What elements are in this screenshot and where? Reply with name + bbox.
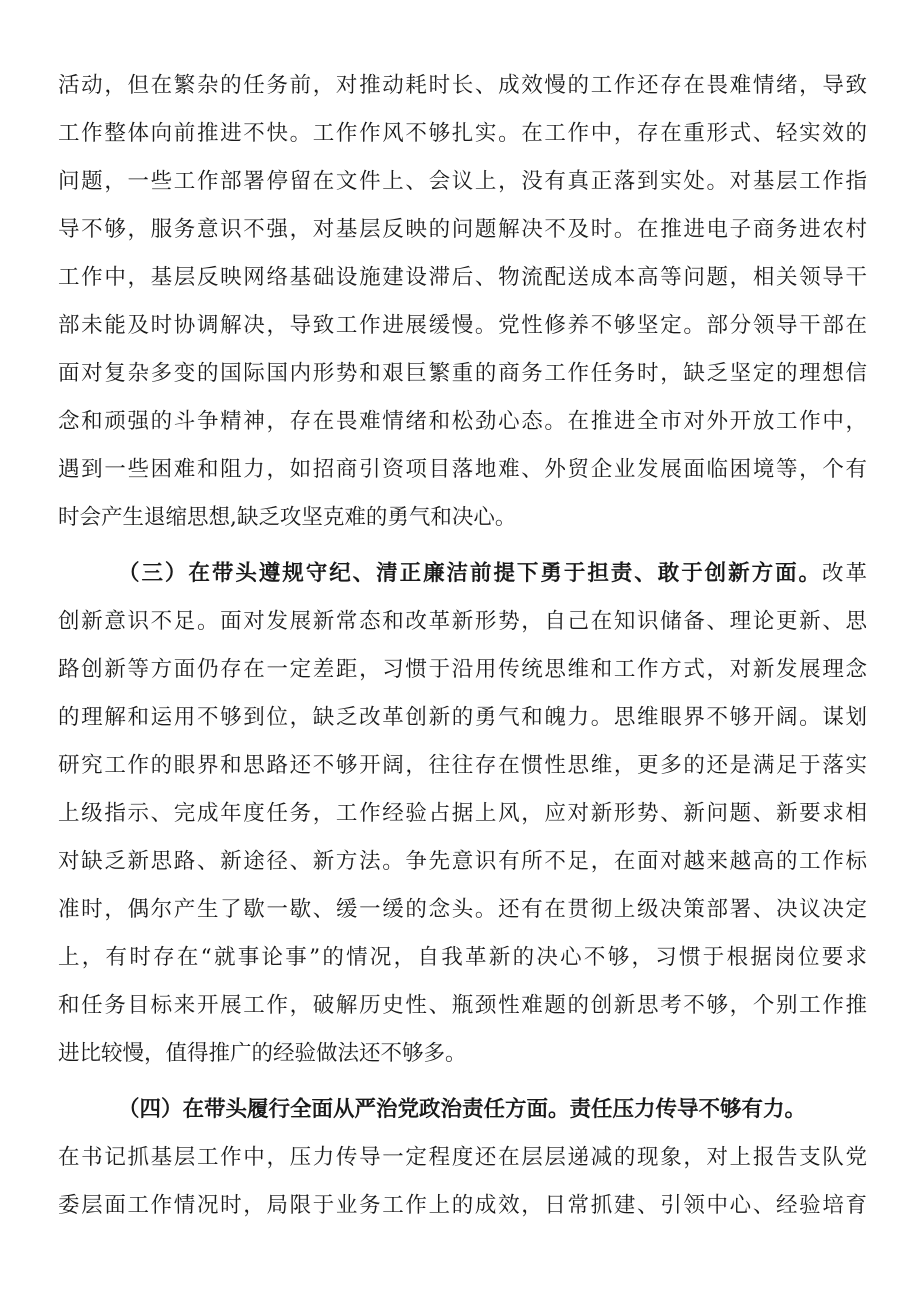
text-line: 在书记抓基层工作中，压力传导一定程度还在层层递减的现象，对上报告支队党 — [58, 1145, 867, 1170]
section-four-first-line-rest: 责任压力传导不够有力。 — [569, 1097, 807, 1122]
section-four — [58, 1086, 867, 1230]
text-line: 遇到一些困难和阻力，如招商引资项目落地难、外贸企业发展面临困境等，个有 — [58, 457, 867, 482]
paragraph-continued — [58, 62, 867, 542]
text-line: 研究工作的眼界和思路还不够开阔，往往存在惯性思维，更多的还是满足于落实 — [58, 753, 867, 778]
text-line: 面对复杂多变的国际国内形势和艰巨繁重的商务工作任务时，缺乏坚定的理想信 — [58, 361, 867, 386]
text-line: 部未能及时协调解决，导致工作进展缓慢。党性修养不够坚定。部分领导干部在 — [58, 313, 867, 338]
text-line: 工作整体向前推进不快。工作作风不够扎实。在工作中，存在重形式、轻实效的 — [58, 121, 867, 146]
text-line: 路创新等方面仍存在一定差距，习惯于沿用传统思维和工作方式，对新发展理念 — [58, 657, 867, 682]
section-three — [58, 550, 867, 1078]
section-three-heading: （三）在带头遵规守纪、清正廉洁前提下勇于担责、敢于创新方面。 — [118, 561, 823, 586]
text-line: 导不够，服务意识不强，对基层反映的问题解决不及时。在推进电子商务进农村 — [58, 217, 867, 242]
text-line: 上，有时存在“就事论事”的情况，自我革新的决心不够，习惯于根据岗位要求 — [58, 945, 867, 970]
section-four-first-line — [58, 1086, 867, 1134]
text-line: 对缺乏新思路、新途径、新方法。争先意识有所不足，在面对越来越高的工作标 — [58, 849, 867, 874]
text-line: 准时，偶尔产生了歇一歇、缓一缓的念头。还有在贯彻上级决策部署、决议决定 — [58, 897, 867, 922]
text-line: 问题，一些工作部署停留在文件上、会议上，没有真正落到实处。对基层工作指 — [58, 169, 867, 194]
text-line: 进比较慢，值得推广的经验做法还不够多。 — [58, 1041, 467, 1066]
text-line: 的理解和运用不够到位，缺乏改革创新的勇气和魄力。思维眼界不够开阔。谋划 — [58, 705, 867, 730]
section-three-first-line-rest: 改革 — [822, 561, 867, 586]
section-three-first-line — [58, 550, 867, 598]
text-line: 和任务目标来开展工作，破解历史性、瓶颈性难题的创新思考不够，个别工作推 — [58, 993, 867, 1018]
text-line: 活动，但在繁杂的任务前，对推动耗时长、成效慢的工作还存在畏难情绪，导致 — [58, 73, 867, 98]
text-line: 创新意识不足。面对发展新常态和改革新形势，自己在知识储备、理论更新、思 — [58, 609, 867, 634]
text-line: 念和顽强的斗争精神，存在畏难情绪和松劲心态。在推进全市对外开放工作中， — [58, 409, 867, 434]
text-line: 工作中，基层反映网络基础设施建设滞后、物流配送成本高等问题，相关领导干 — [58, 265, 867, 290]
section-four-heading: （四）在带头履行全面从严治党政治责任方面。 — [118, 1097, 570, 1122]
text-line: 委层面工作情况时，局限于业务工作上的成效，日常抓建、引领中心、经验培育 — [58, 1193, 867, 1218]
text-line: 时会产生退缩思想,缺乏攻坚克难的勇气和决心。 — [58, 505, 517, 530]
text-line: 上级指示、完成年度任务，工作经验占据上风，应对新形势、新问题、新要求相 — [58, 801, 867, 826]
